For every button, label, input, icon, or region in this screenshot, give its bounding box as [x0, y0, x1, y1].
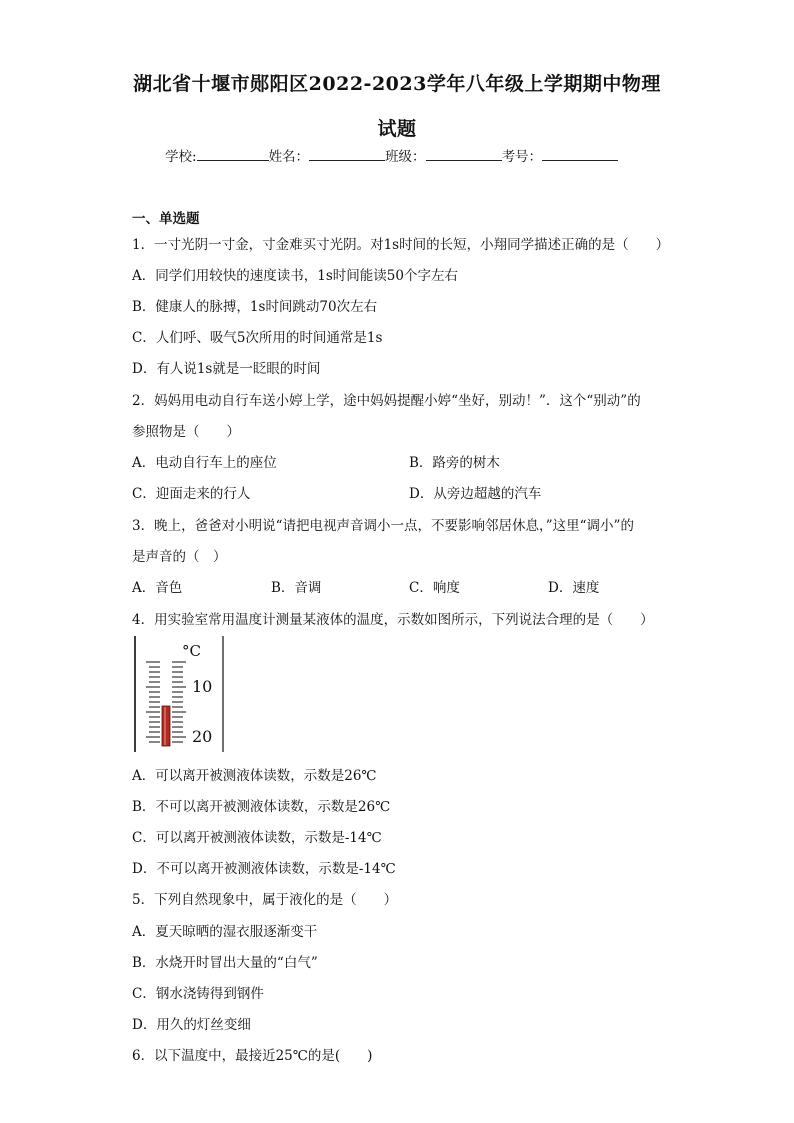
q3-stem-line2: 是声音的（ ） [132, 549, 227, 565]
number-blank [542, 146, 618, 161]
student-info-row [165, 145, 618, 165]
name-blank [309, 146, 385, 161]
thermometer-tick-label-10: 10 [192, 677, 213, 696]
q5-option-b: B．水烧开时冒出大量的“白气” [132, 955, 318, 971]
q2-option-d: D．从旁边超越的汽车 [409, 486, 542, 502]
q1-option-a: A．同学们用较快的速度读书，1s时间能读50个字左右 [132, 268, 458, 284]
q3-stem-line1: 3．晚上，爸爸对小明说“请把电视声音调小一点，不要影响邻居休息，”这里“调小”的 [132, 518, 634, 534]
thermometer-tick-label-20: 20 [192, 727, 213, 746]
section-heading: 一、单选题 [132, 211, 200, 227]
q3-option-a: A．音色 [132, 580, 183, 596]
q2-stem-line2: 参照物是（ ） [132, 424, 240, 440]
number-label: 考号： [501, 149, 543, 165]
exam-title-line2: 试题 [377, 118, 417, 140]
q3-option-b: B．音调 [271, 580, 322, 596]
q4-option-b: B．不可以离开被测液体读数，示数是26℃ [132, 799, 391, 815]
q4-option-d: D．不可以离开被测液体读数，示数是-14℃ [132, 861, 396, 877]
name-label: 姓名： [268, 149, 310, 165]
q1-option-c: C．人们呼、吸气5次所用的时间通常是1s [132, 330, 383, 346]
q1-option-d: D．有人说1s就是一眨眼的时间 [132, 361, 321, 377]
thermometer-liquid-column [162, 706, 170, 746]
q2-stem-line1: 2．妈妈用电动自行车送小婷上学，途中妈妈提醒小婷“坐好，别动！”．这个“别动”的 [132, 393, 641, 409]
q3-option-d: D．速度 [548, 580, 600, 596]
exam-title-line1: 湖北省十堰市郧阳区2022-2023学年八年级上学期期中物理 [133, 73, 661, 95]
q6-stem: 6．以下温度中，最接近25℃的是( ) [132, 1048, 373, 1064]
thermometer-ticks-left [146, 662, 160, 742]
q3-option-c: C．响度 [409, 580, 460, 596]
q4-option-c: C．可以离开被测液体读数，示数是-14℃ [132, 830, 382, 846]
school-blank [197, 146, 269, 161]
thermometer-ticks-right [172, 662, 186, 742]
class-label: 班级： [385, 149, 426, 165]
thermometer-figure [134, 636, 226, 752]
q2-option-b: B．路旁的树木 [409, 455, 500, 471]
q2-option-a: A．电动自行车上的座位 [132, 455, 277, 471]
q5-option-d: D．用久的灯丝变细 [132, 1017, 251, 1033]
thermometer-unit: °C [182, 642, 201, 660]
q4-stem: 4．用实验室常用温度计测量某液体的温度，示数如图所示，下列说法合理的是（ ） [132, 612, 654, 628]
school-label: 学校: [165, 149, 197, 165]
q5-stem: 5．下列自然现象中，属于液化的是（ ） [132, 892, 398, 908]
q5-option-a: A．夏天晾晒的湿衣服逐渐变干 [132, 924, 318, 940]
q1-option-b: B．健康人的脉搏，1s时间跳动70次左右 [132, 299, 378, 315]
q5-option-c: C．钢水浇铸得到钢件 [132, 986, 264, 1002]
q2-option-c: C．迎面走来的行人 [132, 486, 251, 502]
class-blank [426, 146, 502, 161]
q4-option-a: A．可以离开被测液体读数，示数是26℃ [132, 768, 377, 784]
q1-stem: 1．一寸光阴一寸金，寸金难买寸光阴。对1s时间的长短，小翔同学描述正确的是（ ） [132, 237, 670, 253]
